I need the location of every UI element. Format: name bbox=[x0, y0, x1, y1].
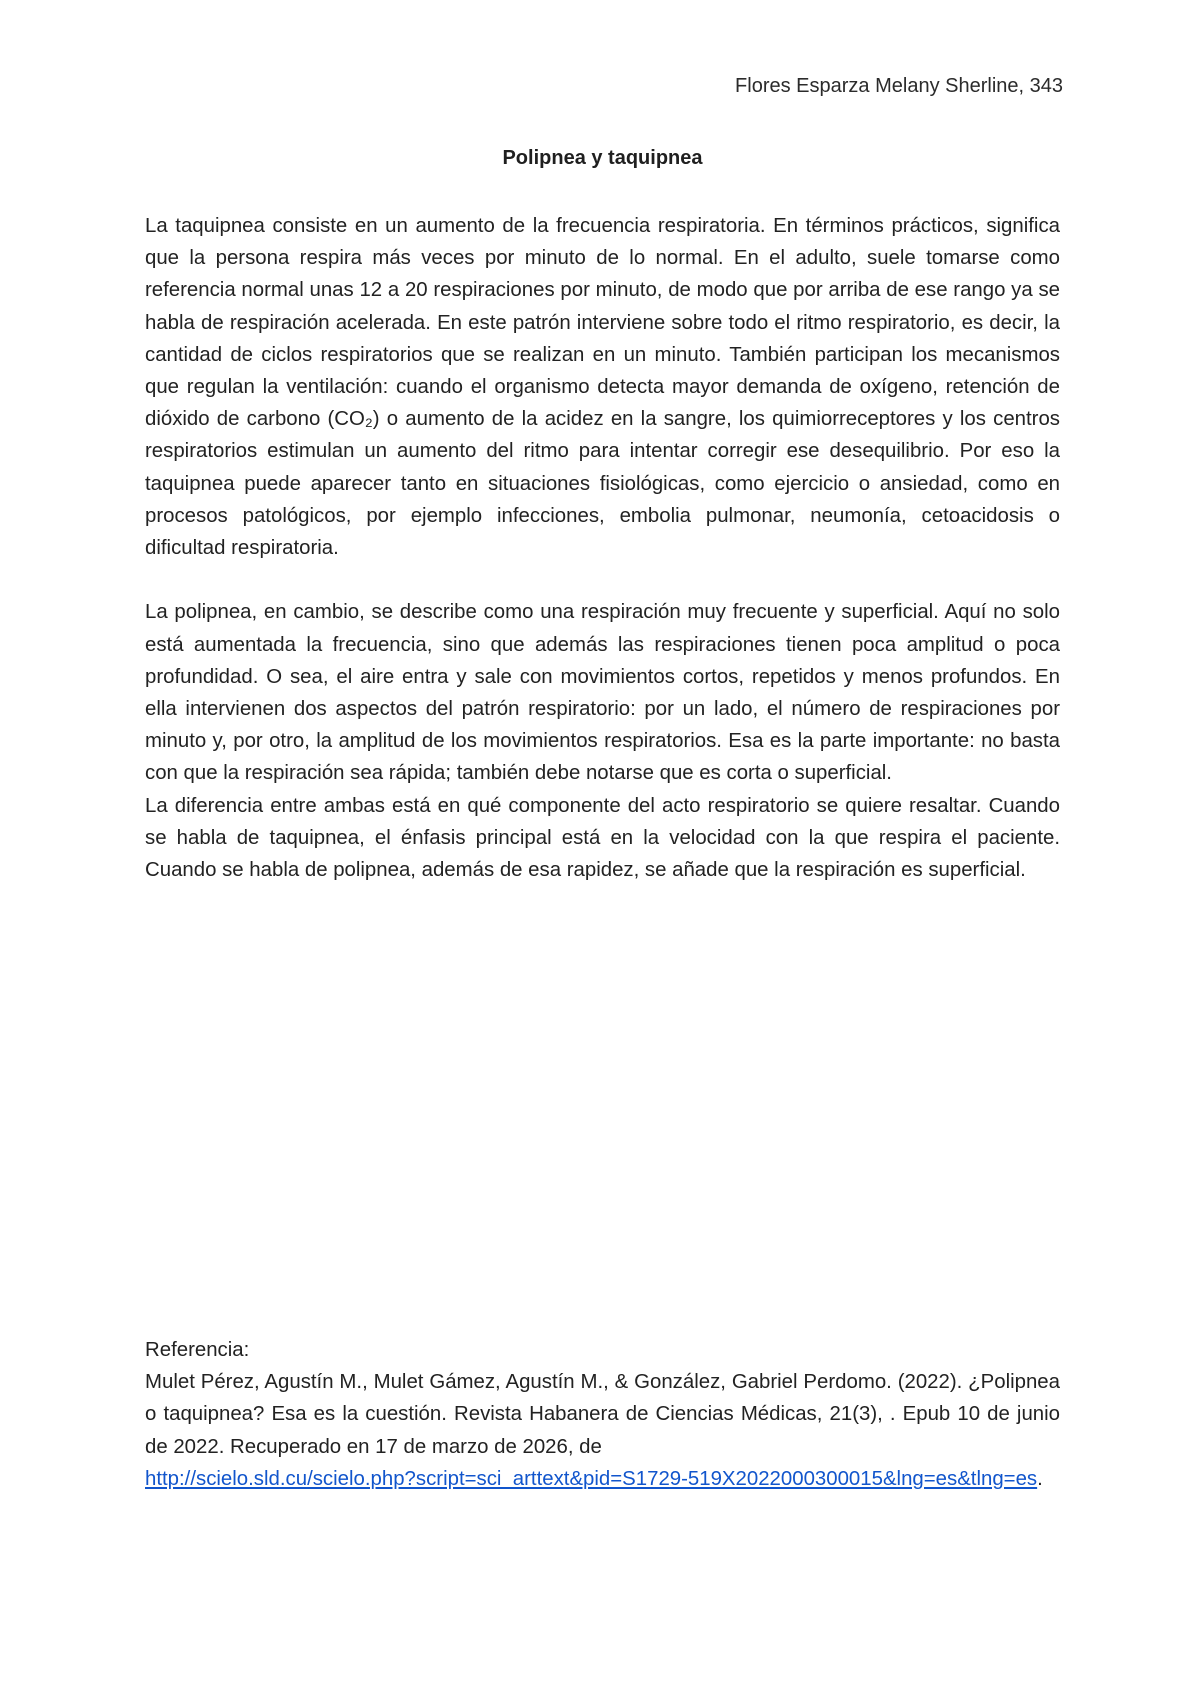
reference-link[interactable]: http://scielo.sld.cu/scielo.php?script=sci_arttext&pid=S1729-519X2022000300015&lng=es&tlng=es bbox=[145, 1467, 1038, 1490]
paragraph-polipnea: La polipnea, en cambio, se describe como una respiración muy frecuente y superficial. Aquí no solo está aumentada la frecuencia, sino que además las respiraciones tienen poca amplitud o poca profundidad. O sea, el aire entra y sale con movimientos cortos, repetidos y menos profundos. En ella intervienen dos aspectos del patrón respiratorio: por un lado, el número de respiraciones por minuto y, por otro, la amplitud de los movimientos respiratorios. Esa es la parte importante: no basta con que la respiración sea rápida; también debe notarse que es corta o superficial. bbox=[145, 601, 1060, 785]
reference-link-line bbox=[145, 1463, 1060, 1495]
paragraph-diferencia: La diferencia entre ambas está en qué componente del acto respiratorio se quiere resaltar. Cuando se habla de taquipnea, el énfasis principal está en la velocidad con la que respira el paciente. Cuando se habla de polipnea, además de esa rapidez, se añade que la respiración es superficial. bbox=[145, 794, 1060, 882]
paragraph-taquipnea: La taquipnea consiste en un aumento de la frecuencia respiratoria. En términos prácticos, significa que la persona respira más veces por minuto de lo normal. En el adulto, suele tomarse como referencia normal unas 12 a 20 respiraciones por minuto, de modo que por arriba de ese rango ya se habla de respiración acelerada. En este patrón interviene sobre todo el ritmo respiratorio, es decir, la cantidad de ciclos respiratorios que se realizan en un minuto. También participan los mecanismos que regulan la ventilación: cuando el organismo detecta mayor demanda de oxígeno, retención de dióxido de carbono (CO₂) o aumento de la acidez en la sangre, los quimiorreceptores y los centros respiratorios estimulan un aumento del ritmo para intentar corregir ese desequilibrio. Por eso la taquipnea puede aparecer tanto en situaciones fisiológicas, como ejercicio o ansiedad, como en procesos patológicos, por ejemplo infecciones, embolia pulmonar, neumonía, cetoacidosis o dificultad respiratoria. bbox=[145, 215, 1060, 560]
reference-trailing-period: . bbox=[1037, 1467, 1043, 1490]
document-title: Polipnea y taquipnea bbox=[502, 147, 703, 169]
document-body bbox=[145, 210, 1060, 886]
reference-citation: Mulet Pérez, Agustín M., Mulet Gámez, Agustín M., & González, Gabriel Perdomo. (2022). ¿Polipnea o taquipnea? Esa es la cuestión. Revista Habanera de Ciencias Médicas, 21(3), . Epub 10 de junio de 2022. Recuperado en 17 de marzo de 2026, de bbox=[145, 1371, 1060, 1458]
author-header: Flores Esparza Melany Sherline, 343 bbox=[735, 75, 1063, 97]
reference-heading: Referencia: bbox=[145, 1339, 250, 1361]
reference-section bbox=[145, 1334, 1060, 1495]
